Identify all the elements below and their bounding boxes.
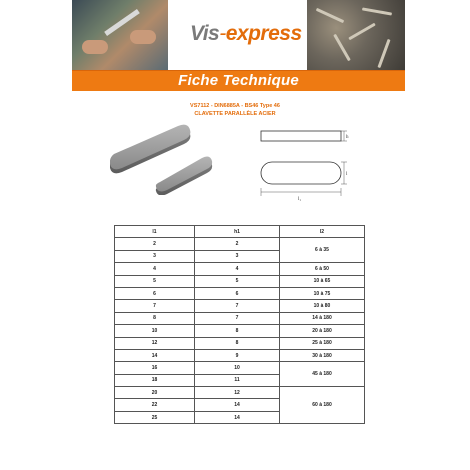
vis-express-logo bbox=[190, 22, 302, 46]
cell-h1: 12 bbox=[195, 387, 280, 399]
cell-h1: 2 bbox=[195, 238, 280, 250]
length-label: l₁ bbox=[298, 197, 302, 202]
height-label: h bbox=[346, 135, 349, 140]
page-title: Fiche Technique bbox=[178, 72, 299, 89]
cell-l2: 10 à 80 bbox=[280, 300, 365, 312]
screw-image bbox=[348, 23, 375, 41]
cell-h1: 10 bbox=[195, 362, 280, 374]
cell-l2: 25 à 180 bbox=[280, 337, 365, 349]
cell-l2: 6 à 35 bbox=[280, 238, 365, 263]
logo-dash: - bbox=[219, 22, 226, 45]
side-view-outline bbox=[261, 131, 341, 141]
screws-photo bbox=[307, 0, 405, 70]
cell-h1: 14 bbox=[195, 411, 280, 423]
column-header-h1: h1 bbox=[195, 226, 280, 238]
column-header-l1: l1 bbox=[115, 226, 195, 238]
product-spec bbox=[0, 102, 470, 118]
table-row bbox=[115, 287, 365, 299]
cell-l2: 6 à 50 bbox=[280, 263, 365, 275]
cell-l1: 6 bbox=[115, 287, 195, 299]
hand-image bbox=[130, 30, 156, 44]
key-isometric-drawing bbox=[110, 120, 220, 195]
small-key-shape bbox=[156, 157, 212, 195]
cell-l1: 4 bbox=[115, 263, 195, 275]
table-row bbox=[115, 300, 365, 312]
cell-l2: 20 à 180 bbox=[280, 325, 365, 337]
cell-l2: 60 à 180 bbox=[280, 387, 365, 424]
cell-l1: 16 bbox=[115, 362, 195, 374]
table-row bbox=[115, 275, 365, 287]
cell-l2: 45 à 180 bbox=[280, 362, 365, 387]
cell-l2: 10 à 65 bbox=[280, 275, 365, 287]
large-key-shape bbox=[110, 125, 190, 174]
hand-image bbox=[82, 40, 108, 54]
cell-l1: 3 bbox=[115, 250, 195, 262]
logo-brand: Vis bbox=[190, 22, 220, 45]
cell-h1: 6 bbox=[195, 287, 280, 299]
cell-l1: 20 bbox=[115, 387, 195, 399]
cell-h1: 7 bbox=[195, 300, 280, 312]
cell-h1: 3 bbox=[195, 250, 280, 262]
screw-image bbox=[316, 8, 344, 23]
spec-description: CLAVETTE PARALLÈLE ACIER bbox=[194, 111, 276, 117]
top-view-outline bbox=[261, 162, 341, 184]
cell-l1: 8 bbox=[115, 312, 195, 324]
cell-l2: 14 à 180 bbox=[280, 312, 365, 324]
cell-l1: 18 bbox=[115, 374, 195, 386]
width-label: l bbox=[346, 172, 348, 177]
table-row bbox=[115, 312, 365, 324]
table-row bbox=[115, 238, 365, 250]
table-header-row bbox=[115, 226, 365, 238]
cell-l2: 10 à 75 bbox=[280, 287, 365, 299]
title-band bbox=[72, 70, 405, 91]
cell-h1: 4 bbox=[195, 263, 280, 275]
cell-h1: 9 bbox=[195, 349, 280, 361]
table-row bbox=[115, 362, 365, 374]
cell-l1: 22 bbox=[115, 399, 195, 411]
screw-image bbox=[362, 7, 392, 15]
cell-h1: 14 bbox=[195, 399, 280, 411]
cell-h1: 5 bbox=[195, 275, 280, 287]
key-technical-drawing bbox=[255, 126, 355, 206]
cell-l1: 14 bbox=[115, 349, 195, 361]
screw-image bbox=[377, 39, 390, 68]
table-row bbox=[115, 349, 365, 361]
cell-l1: 25 bbox=[115, 411, 195, 423]
cell-l2: 30 à 180 bbox=[280, 349, 365, 361]
cell-h1: 11 bbox=[195, 374, 280, 386]
cell-l1: 10 bbox=[115, 325, 195, 337]
dimension-table bbox=[114, 225, 365, 424]
cell-l1: 2 bbox=[115, 238, 195, 250]
column-header-l2: l2 bbox=[280, 226, 365, 238]
table-row bbox=[115, 325, 365, 337]
cell-h1: 8 bbox=[195, 337, 280, 349]
spec-reference: VS7112 - DIN6885A - BS46 Type 46 bbox=[190, 103, 280, 109]
cell-h1: 7 bbox=[195, 312, 280, 324]
table-row bbox=[115, 387, 365, 399]
table-row bbox=[115, 263, 365, 275]
workshop-photo bbox=[72, 0, 168, 70]
cell-h1: 8 bbox=[195, 325, 280, 337]
cell-l1: 12 bbox=[115, 337, 195, 349]
cell-l1: 7 bbox=[115, 300, 195, 312]
cell-l1: 5 bbox=[115, 275, 195, 287]
logo-express: express bbox=[225, 22, 302, 45]
table-row bbox=[115, 337, 365, 349]
